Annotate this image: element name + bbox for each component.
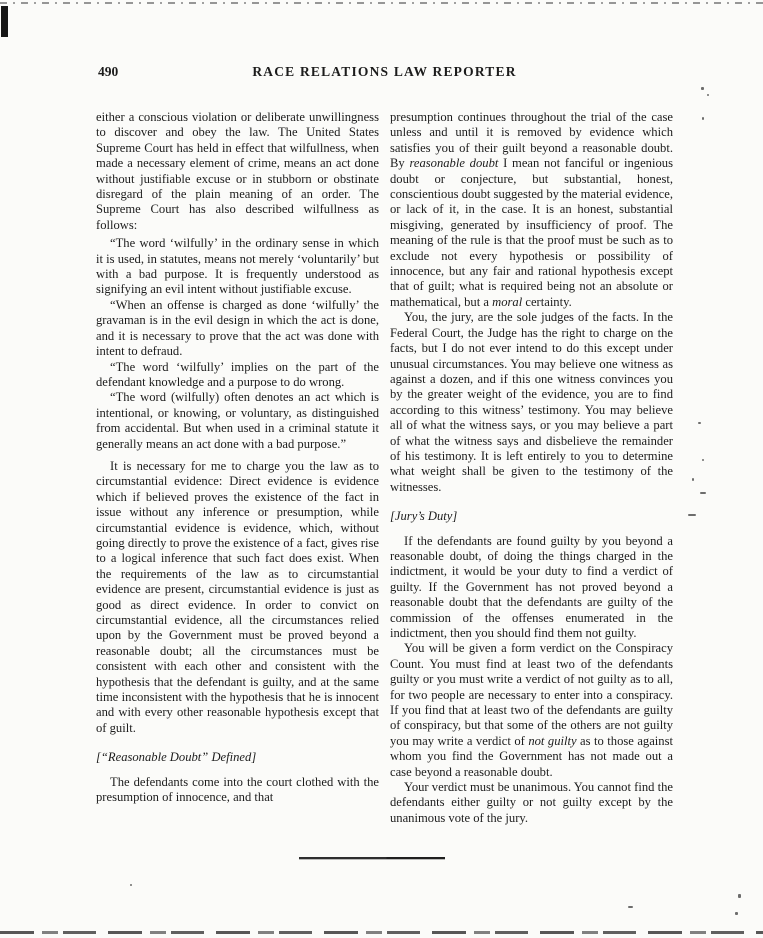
blockquote-wilfully-3 [96,360,379,391]
text-run: The defendants come into the court clothed with the presumption of innocence, and that [96,774,379,805]
text-run: “When an offense is charged as done ‘wilfully’ the gravaman is in the evil design in which the act is done, and it is necessary to prove that the act was done with intent to defraud. [96,297,379,359]
page-bottom-edge-line [0,931,763,934]
italic-run: reasonable doubt [409,156,499,171]
text-run: If the defendants are found guilty by you beyond a reasonable doubt, of doing the things charged in the indictment, it would be your duty to find a verdict of guilty. If the Government has not proved beyond a reasonable doubt that the defendants are guilty of the commission of the offenses enumerated in the indictment, then you should find them not guilty. [390,533,673,640]
page-number: 490 [98,64,119,79]
scan-speck [738,894,741,898]
journal-title: RACE RELATIONS LAW REPORTER [252,64,517,79]
text-run: “The word (wilfully) often denotes an act which is intentional, or knowing, or voluntary, as distinguished from accidental. But when used in a criminal statute it generally means an act done with a bad purpose.” [96,390,379,451]
paragraph-reasonable-doubt [390,110,673,310]
scan-speck [628,906,633,908]
scan-speck [702,459,704,461]
scan-speck [735,912,738,915]
left-column [96,110,379,826]
scan-speck [707,94,709,96]
text-run: certainty. [522,294,572,309]
scan-speck [698,422,701,424]
italic-run: not guilty [528,733,577,748]
text-run: as to those against whom you find the Government has not made out a case beyond a reasonable doubt. [390,733,674,779]
scan-speck [692,478,694,481]
page-top-edge-line [0,2,763,4]
paragraph-wilfullness-intro [96,110,379,233]
text-run: presumption continues throughout the trial of the case unless and until it is removed by evidence which satisfies you of their guilt beyond a reasonable doubt. By [390,110,673,171]
text-run: You, the jury, are the sole judges of the facts. In the Federal Court, the Judge has the right to charge on the facts, but I do not ever intend to do this except under unusual circumstances. You may believe one witness as against a dozen, and if this one witness convinces you by the greater weight of the evidence, you are to find according to this witness’ testimony. You may believe all of what the witness says, or you may believe a part of what the witness says and disbelieve the remainder of his testimony. It is left entirely to you to determine what weight shall be given to the testimony of the witnesses. [390,310,673,494]
blockquote-group [96,236,379,452]
text-run: You will be given a form verdict on the Conspiracy Count. You must find at least two of the defendants guilty or you must write a verdict of not guilty as to all, for two people are necessary to enter into a conspiracy. If you find that at least two of the defendants are guilty of conspiracy, but that some of the others are not guilty you may write a verdict of [390,641,673,748]
two-column-text [96,110,673,826]
footnote-separator-rule [299,857,445,859]
right-column [390,110,673,826]
text-run: “The word ‘wilfully’ implies on the part of the defendant knowledge and a purpose to do wrong. [96,359,379,389]
paragraph-if-found-guilty [390,534,673,642]
page-header [96,64,673,86]
scan-speck [130,884,132,886]
paragraph-conspiracy-verdict [390,641,673,780]
scan-speck [701,87,704,90]
scan-speck [688,514,696,516]
scan-mark-top-left [1,6,8,37]
paragraph-presumption-start [96,775,379,806]
text-run: It is necessary for me to charge you the law as to circumstantial evidence: Direct evidence is evidence which if believed proves the existence of the fact in issue without any inference or presumption, while circumstantial evidence is evidence, which, without going directly to prove the existence of a fact, gives rise to a logical inference that such fact does exist. When the requirements of the law as to circumstantial evidence are present, circumstantial evidence is just as good as direct evidence. In order to convict on circumstantial evidence, all the circumstances relied upon by the Government must be proved beyond a reasonable doubt; all the circumstances must be consistent with each other and consistent with the hypothesis that the defendant is guilty, and at the same time inconsistent with the hypothesis that he is innocent and with every other reasonable hypothesis except that of guilt. [96,458,379,735]
heading-reasonable-doubt-defined: [“Reasonable Doubt” Defined] [96,750,257,765]
blockquote-wilfully-1 [96,236,379,298]
text-run: Your verdict must be unanimous. You cannot find the defendants either guilty or not guilty except by the unanimous vote of the jury. [390,780,673,825]
page-body [96,64,673,826]
heading-jurys-duty: [Jury’s Duty] [390,509,458,524]
paragraph-circumstantial-evidence [96,459,379,736]
italic-run: moral [492,294,523,309]
paragraph-jury-sole-judges [390,310,673,495]
scan-speck [700,492,706,494]
text-run: either a conscious violation or deliberate unwillingness to discover and obey the law. The United States Supreme Court has held in effect that wilfullness, when made a necessary element of crime, means an act done without justifiable excuse or in stubborn or obstinate disregard of the plain meaning of an order. The Supreme Court has also described wilfullness as follows: [96,110,379,232]
paragraph-unanimous-verdict [390,780,673,826]
blockquote-wilfully-2 [96,298,379,360]
text-run: “The word ‘wilfully’ in the ordinary sense in which it is used, in statutes, means not merely ‘voluntarily’ but with a bad purpose. It is frequently understood as signifying an evil intent without justifiable excuse. [96,236,379,297]
blockquote-wilfully-4 [96,390,379,452]
text-run: I mean not fanciful or ingenious doubt or conjecture, but substantial, honest, conscientious doubt suggested by the material evidence, or lack of it, in the case. It is an honest, substantial misgiving, generated by insufficiency of proof. The meaning of the rule is that the proof must be such as to exclude not every hypothesis or possibility of innocence, but any fair and rational hypothesis except that of guilt; what is required being not an absolute or mathematical, but a [390,156,673,309]
scan-speck [702,117,704,120]
